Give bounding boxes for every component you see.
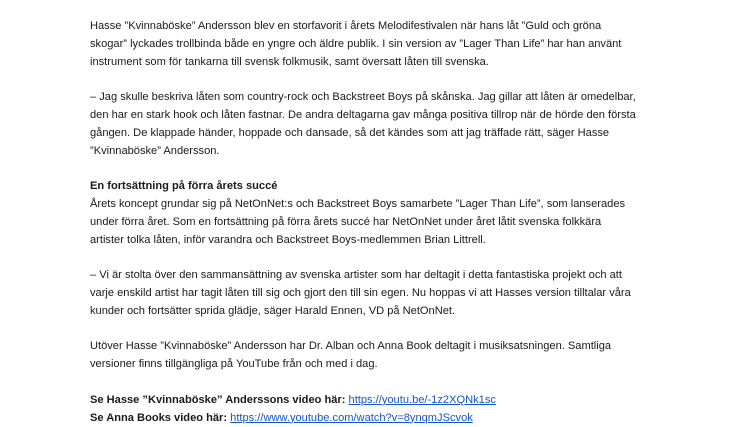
youtube-link[interactable]: https://youtu.be/-1z2XQNk1sc [348, 393, 496, 406]
quote-paragraph-ceo [90, 267, 680, 320]
outro-paragraph [90, 338, 680, 374]
quote-paragraph-artist [90, 89, 680, 160]
text-line: – Jag skulle beskriva låten som country-rock och Backstreet Boys på skånska. Jag gillar att låten är omedelbar, [90, 91, 636, 104]
text-line: – Vi är stolta över den sammansättning av svenska artister som har deltagit i detta fantastiska projekt och att [90, 269, 622, 282]
text-line: kunder och fortsätter sprida glädje, säger Harald Ennen, VD på NetOnNet. [90, 304, 456, 317]
intro-paragraph [90, 18, 680, 71]
text-line: ”Kvinnaböske” Andersson. [90, 144, 220, 157]
text-line: Årets koncept grundar sig på NetOnNet:s och Backstreet Boys samarbete ”Lager Than Life”, som lanserades [90, 197, 626, 210]
section-heading: En fortsättning på förra årets succé [90, 180, 278, 193]
concept-paragraph [90, 196, 680, 249]
video-link-hasse [90, 392, 680, 410]
youtube-link[interactable]: https://www.youtube.com/watch?v=8ynqmJScvok [230, 411, 473, 424]
text-line: instrument som för tankarna till svensk folkmusik, samt översatt låten till svenska. [90, 55, 489, 68]
text-line: artister tolka låten, inför varandra och Backstreet Boys-medlemmen Brian Littrell. [90, 233, 486, 246]
text-line: Utöver Hasse ”Kvinnaböske” Andersson har Dr. Alban och Anna Book deltagit i musiksatsningen. Samtliga [90, 340, 612, 353]
text-line: gången. De klappade händer, hoppade och dansade, så det kändes som att jag träffade rätt, säger Hasse [90, 126, 610, 139]
text-line: under förra året. Som en fortsättning på förra årets succé har NetOnNet under året låtit svenska folkkära [90, 215, 602, 228]
document-page [90, 18, 680, 427]
text-line: versioner finns tillgängliga på YouTube från och med i dag. [90, 358, 378, 371]
text-line: skogar” lyckades trollbinda både en yngre och äldre publik. I sin version av ”Lager Than Life” har han använt [90, 37, 622, 50]
video-link-anna [90, 410, 680, 427]
text-line: varje enskild artist har tagit låten till sig och gjort den till sin egen. Nu hoppas vi att Hasses version tilltalar våra [90, 286, 631, 299]
video-link-label: Se Hasse ”Kvinnaböske” Anderssons video här: [90, 393, 346, 406]
video-link-label: Se Anna Books video här: [90, 411, 228, 424]
text-line: Hasse ”Kvinnaböske” Andersson blev en storfavorit i årets Melodifestivalen när hans låt ”Guld och gröna [90, 20, 602, 32]
text-line: den har en stark hook och låten fastnar. De andra deltagarna gav många positiva tillrop när de hörde den första [90, 108, 636, 121]
